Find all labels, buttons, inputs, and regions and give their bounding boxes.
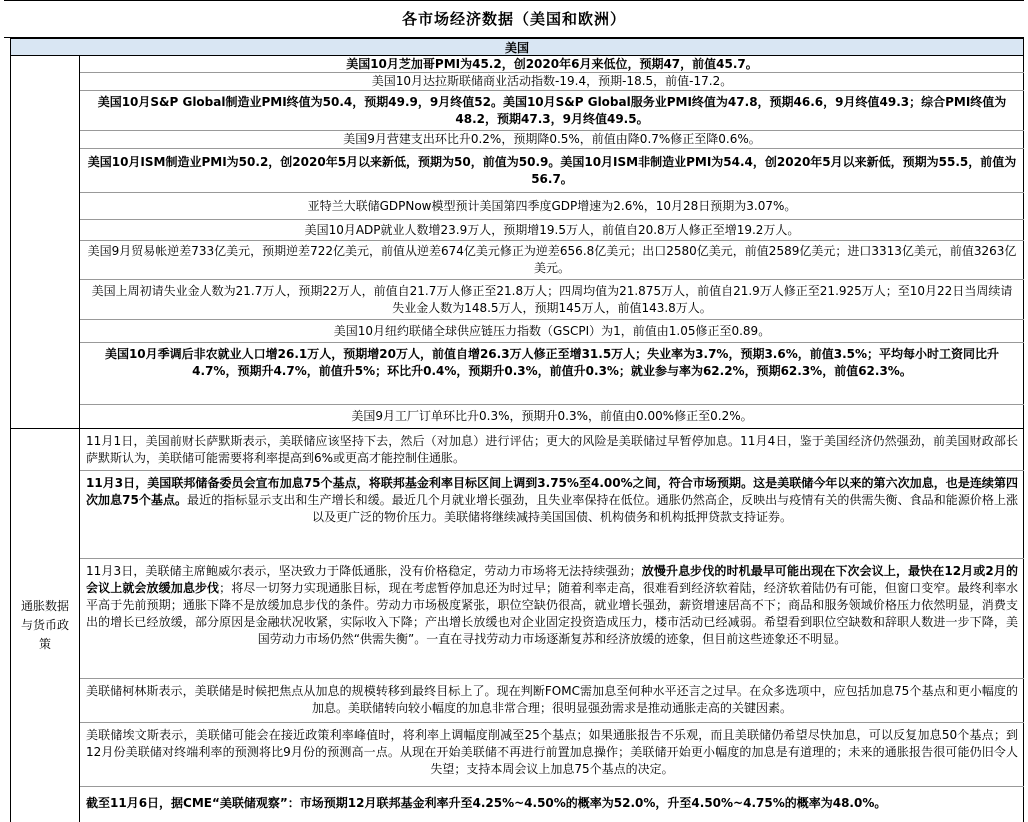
policy-row [80, 429, 1024, 471]
data-row: 美国10月ISM制造业PMI为50.2，创2020年5月以来新低，预期为50，前值为50.9。美国10月ISM非制造业PMI为54.4，创2020年5月以来新低，预期为55.5，前值为56.7。 [80, 149, 1024, 193]
data-row: 美国9月贸易帐逆差733亿美元，预期逆差722亿美元，前值从逆差674亿美元修正为逆差656.8亿美元；出口2580亿美元，前值2589亿美元；进口3313亿美元，前值3263亿美元。 [80, 241, 1024, 280]
data-row: 美国10月ADP就业人数增23.9万人，预期增19.5万人，前值自20.8万人修正至增19.2万人。 [80, 220, 1024, 241]
policy-row [80, 471, 1024, 559]
policy-text-segment: 美联储埃文斯表示，美联储可能会在接近政策利率峰值时，将利率上调幅度削减至25个基点；如果通胀报告不乐观，而且美联储仍希望尽快加息，可以反复加息50个基点；到12月份美联储对终端利率的预测将比9月份的预测高一点。从现在开始美联储不再进行前置加息操作；美联储开始更小幅度的加息是有道理的；未来的通胀报告很可能仍旧令人失望；支持本周会议上加息75个基点的决定。 [86, 728, 1018, 776]
section-header-us: 美国 [10, 38, 1024, 56]
data-row: 美国10月S&P Global制造业PMI终值为50.4，预期49.9，9月终值52。美国10月S&P Global服务业PMI终值为47.8，预期46.6，9月终值49.3；综合PMI终值为48.2，预期47.3，9月终值49.5。 [80, 91, 1024, 131]
data-row: 美国上周初请失业金人数为21.7万人，预期22万人，前值自21.7万人修正至21.8万人；四周均值为21.875万人，前值自21.9万人修正至21.925万人；至10月22日当周续请失业金人数为148.5万人，预期145万人，前值143.8万人。 [80, 280, 1024, 320]
section2-label: 通胀数据与货币政策 [20, 599, 69, 651]
data-row: 美国10月达拉斯联储商业活动指数-19.4，预期-18.5，前值-17.2。 [80, 73, 1024, 91]
section2-label-cell [10, 429, 80, 822]
policy-text-segment: 最近的指标显示支出和生产增长和缓。最近几个月就业增长强劲，且失业率保持在低位。通胀仍然高企，反映出与疫情有关的供需失衡、食品和能源价格上涨以及更广泛的物价压力。美联储将继续减持美国国债、机构债务和机构抵押贷款支持证券。 [187, 493, 1018, 524]
policy-list [80, 429, 1024, 822]
policy-text-segment: ；将尽一切努力实现通胀目标，现在考虑暂停加息还为时过早；随着利率走高，很难看到经济软着陆，经济软着陆仍有可能，但窗口变窄。最终利率水平高于先前预期；通胀下降不是放缓加息步伐的条件。劳动力市场极度紧张，职位空缺仍很高，就业增长强劲，薪资增速居高不下；商品和服务领域价格压力依然明显，消费支出的增长已经放缓，部分原因是金融状况收紧，实际收入下降；产出增长放缓也对企业固定投资造成压力，楼市活动已经减弱。希望看到职位空缺数和辞职人数进一步下降，美国劳动力市场仍然“供需失衡”。一直在寻找劳动力市场逐渐复苏和经济放缓的迹象，但目前这些迹象还不明显。 [86, 581, 1018, 646]
economic-data-list [80, 56, 1024, 429]
policy-text-segment: 11月1日，美国前财长萨默斯表示，美联储应该坚持下去，然后（对加息）进行评估；更大的风险是美联储过早暂停加息。11月4日，鉴于美国经济仍然强劲，前美国财政部长萨默斯认为，美联储可能需要将利率提高到6%或更高才能控制住通胀。 [86, 434, 1018, 465]
data-row: 美国10月芝加哥PMI为45.2，创2020年6月来低位，预期47，前值45.7。 [80, 56, 1024, 73]
data-row: 美国9月工厂订单环比升0.3%，预期升0.3%，前值由0.00%修正至0.2%。 [351, 409, 753, 423]
data-row: 亚特兰大联储GDPNow模型预计美国第四季度GDP增速为2.6%，10月28日预期为3.07%。 [80, 193, 1024, 220]
policy-text-segment: 放慢升息步伐的时机最早可能出现在下次会议上，最快在12月或2月的会议上就会放缓加息步伐 [86, 564, 1018, 595]
data-row: 美国9月营建支出环比升0.2%，预期降0.5%，前值由降0.7%修正至降0.6%。 [80, 131, 1024, 149]
data-row: 美国10月季调后非农就业人口增26.1万人，预期增20万人，前值自增26.3万人修正至增31.5万人；失业率为3.7%，预期3.6%，前值3.5%；平均每小时工资同比升4.7%，预期升4.7%，前值升5%；环比升0.4%，预期升0.3%，前值升0.3%；就业参与率为62.2%，预期62.3%，前值62.3%。 [80, 343, 1024, 405]
policy-row [80, 723, 1024, 787]
policy-text-segment: 截至11月6日，据CME“美联储观察”：市场预期12月联邦基金利率升至4.25%~4.50%的概率为52.0%，升至4.50%~4.75%的概率为48.0%。 [86, 796, 887, 810]
policy-text-segment: 11月3日，美联储主席鲍威尔表示，坚决致力于降低通胀，没有价格稳定，劳动力市场将无法持续强劲； [86, 564, 642, 578]
policy-row [80, 679, 1024, 723]
page-title: 各市场经济数据（美国和欧洲） [4, 0, 1024, 38]
data-row: 美国10月纽约联储全球供应链压力指数（GSCPI）为1，前值由1.05修正至0.89。 [80, 320, 1024, 343]
policy-text-segment: 美联储柯林斯表示，美联储是时候把焦点从加息的规模转移到最终目标上了。现在判断FOMC需加息至何种水平还言之过早。在众多选项中，应包括加息75个基点和更小幅度的加息。美联储转向较小幅度的加息非常合理；很明显强劲需求是推动通胀走高的关键因素。 [86, 684, 1018, 715]
section1-label-cell [10, 56, 80, 429]
policy-text-segment: 11月3日，美国联邦储备委员会宣布加息75个基点，将联邦基金利率目标区间上调到3.75%至4.00%之间，符合市场预期。这是美联储今年以来的第六次加息，也是连续第四次加息75个基点。 [86, 476, 1018, 507]
policy-row [80, 559, 1024, 679]
policy-row [80, 787, 1024, 822]
